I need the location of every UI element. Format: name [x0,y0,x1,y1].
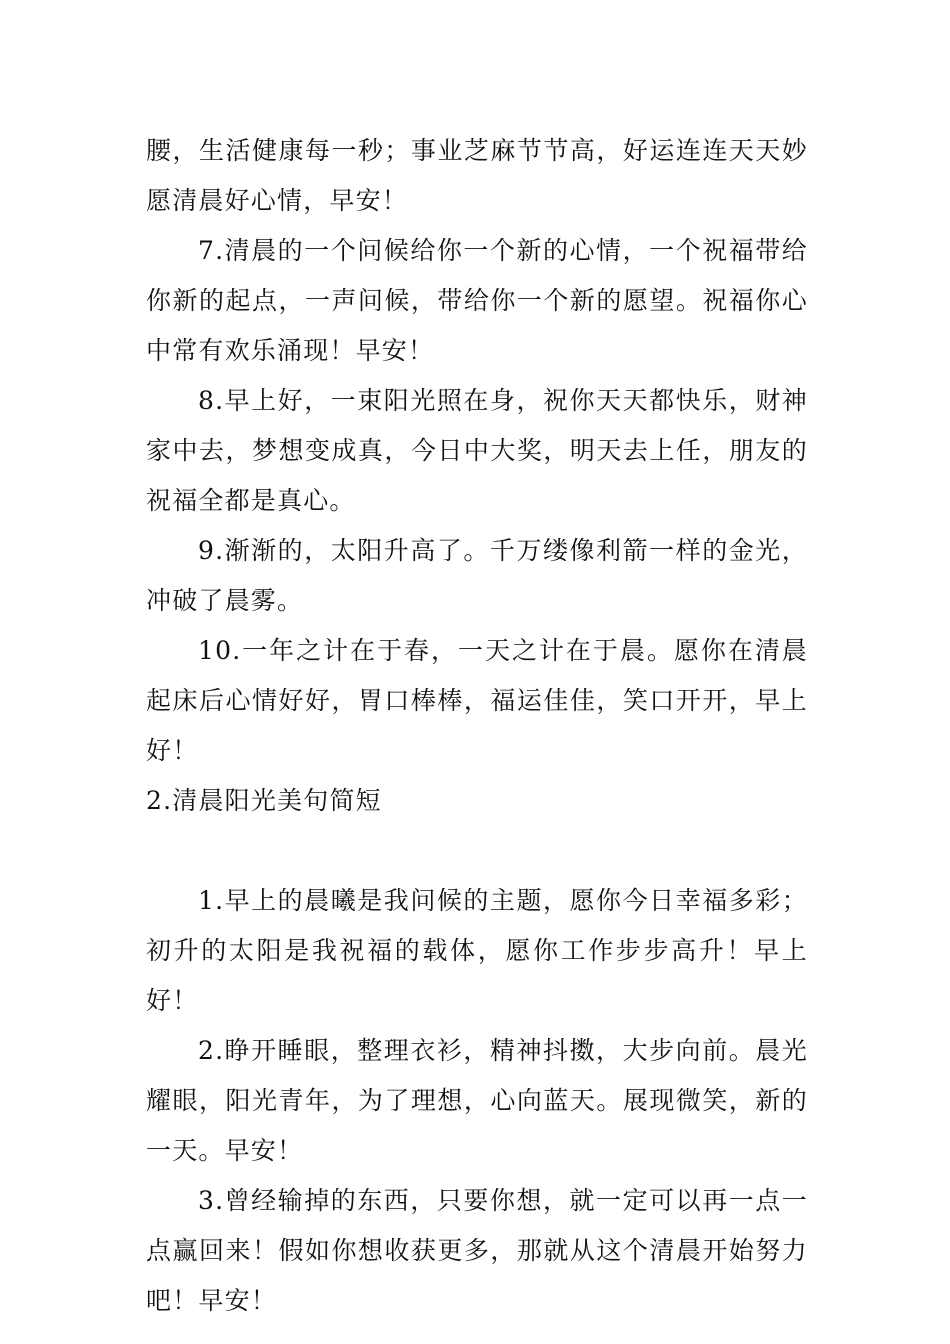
paragraph-section2-item-1: 1.早上的晨曦是我问候的主题，愿你今日幸福多彩；初升的太阳是我祝福的载体，愿你工作步步高升！早上好！ [146,886,808,1015]
paragraph-item-7: 7.清晨的一个问候给你一个新的心情，一个祝福带给你新的起点，一声问候，带给你一个新的愿望。祝福你心中常有欢乐涌现！早安！ [146,236,808,365]
section-spacer [146,826,808,876]
paragraph-item-10: 10.一年之计在于春，一天之计在于晨。愿你在清晨起床后心情好好，胃口棒棒，福运佳佳，笑口开开，早上好！ [146,636,808,765]
paragraph-section2-item-2: 2.睁开睡眼，整理衣衫，精神抖擞，大步向前。晨光耀眼，阳光青年，为了理想，心向蓝天。展现微笑，新的一天。早安！ [146,1036,808,1165]
paragraph-continuation: 腰，生活健康每一秒；事业芝麻节节高，好运连连天天妙愿清晨好心情，早安！ [146,136,808,215]
paragraph-item-9: 9.渐渐的，太阳升高了。千万缕像利箭一样的金光，冲破了晨雾。 [146,536,808,615]
document-body [146,126,808,1326]
section-heading: 2.清晨阳光美句简短 [146,786,382,815]
paragraph-item-8: 8.早上好，一束阳光照在身，祝你天天都快乐，财神家中去，梦想变成真，今日中大奖，明天去上任，朋友的祝福全都是真心。 [146,386,808,515]
paragraph-section2-item-3: 3.曾经输掉的东西，只要你想，就一定可以再一点一点赢回来！假如你想收获更多，那就从这个清晨开始努力吧！早安！ [146,1186,808,1315]
